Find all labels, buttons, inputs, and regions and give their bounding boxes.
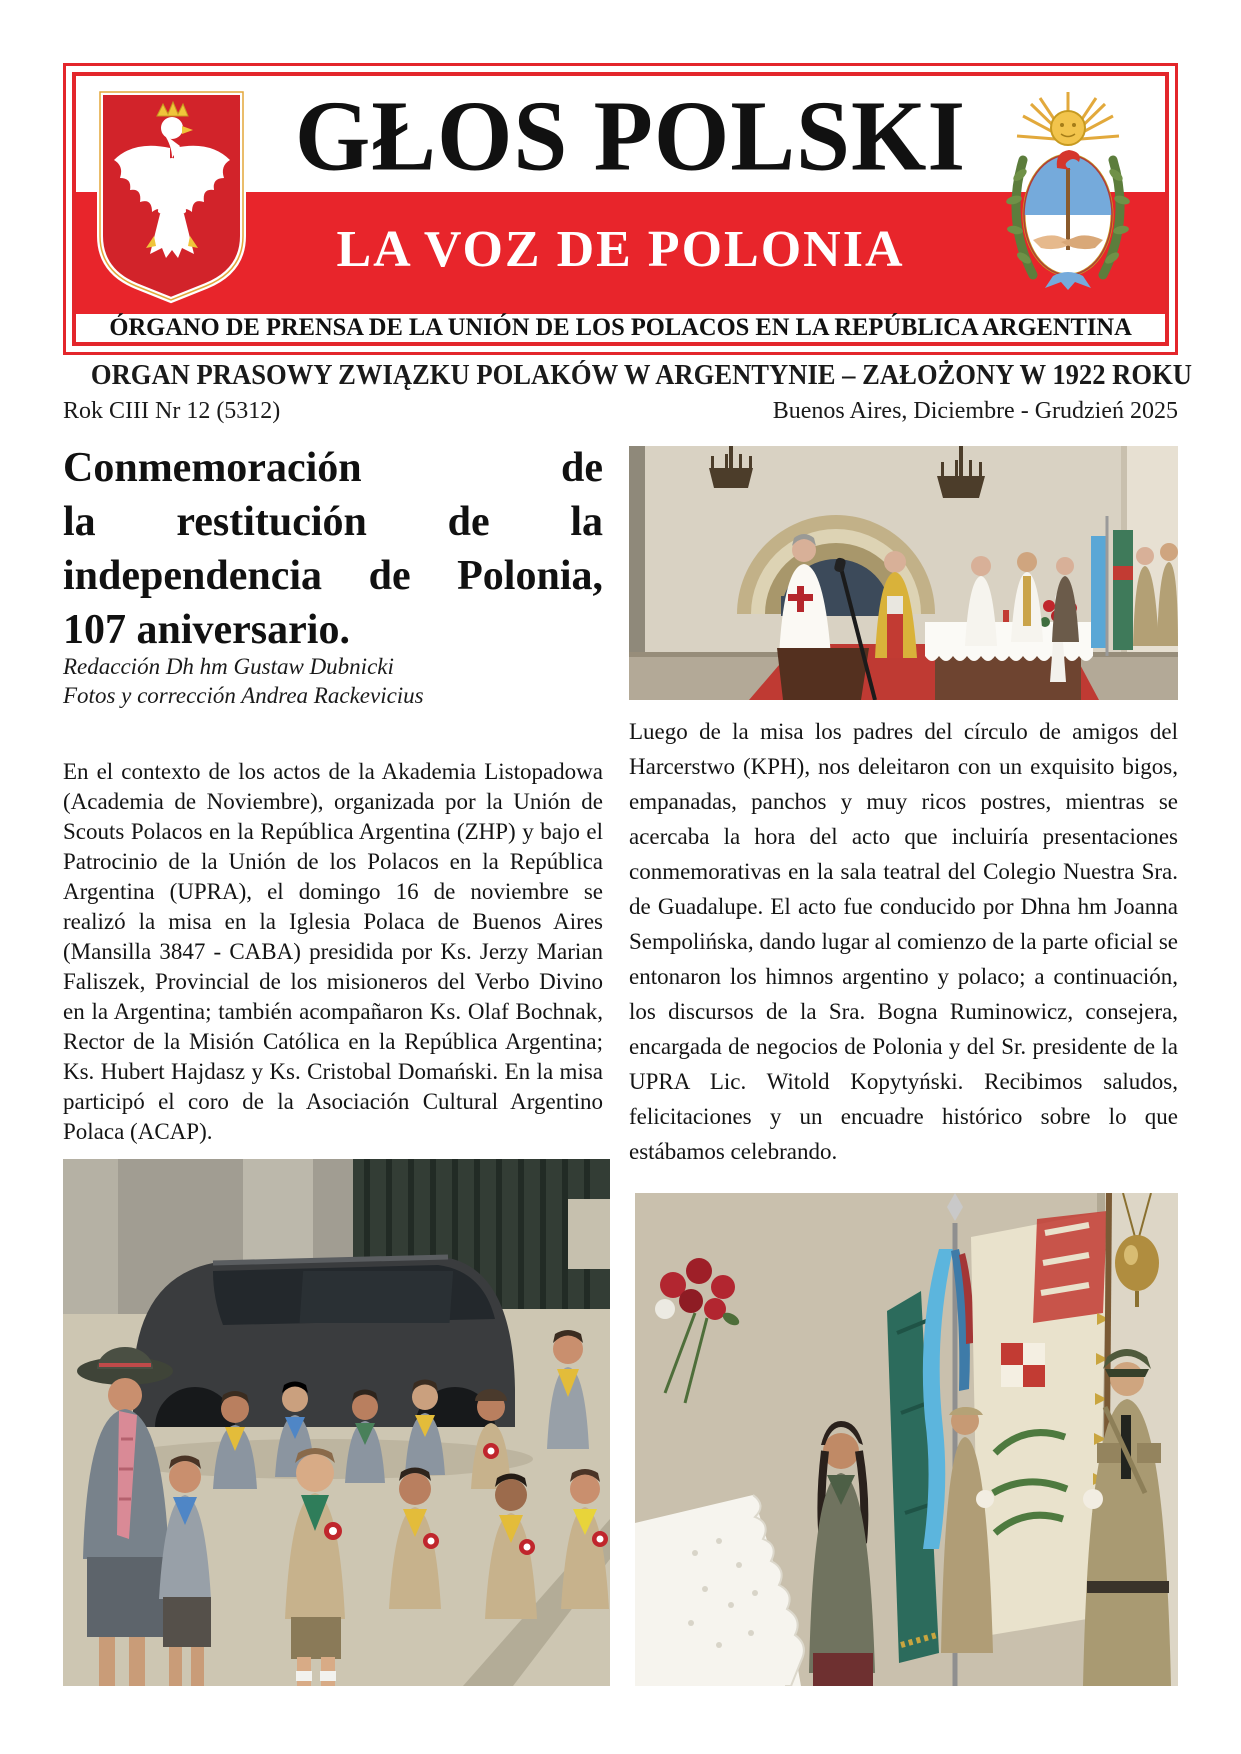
polish-eagle-emblem xyxy=(94,86,249,304)
byline-photos: Fotos y corrección Andrea Rackevicius xyxy=(63,683,424,708)
masthead-strap-band xyxy=(76,314,1165,342)
article-headline xyxy=(63,441,603,657)
right-column-paragraph: Luego de la misa los padres del círculo de amigos del Harcerstwo (KPH), nos deleitaron con un exquisito bigos, empanadas, panchos y muy ricos postres, mientras se acercaba la hora del acto que incluiría presentaciones conmemorativas en la sala teatral del Colegio Nuestra Sra. de Guadalupe. El acto fue conducido por Dhna hm Joanna Sempolińska, dando lugar al comienzo de la parte oficial se entonaron los himnos argentino y polaco; a continuación, los discursos de la Sra. Bogna Ruminowicz, consejera, encargada de negocios de Polonia y del Sr. presidente de la UPRA Lic. Witold Kopytyński. Recibimos saludos, felicitaciones y un encuadre histórico sobre lo que estábamos celebrando. xyxy=(629,719,1178,1164)
newspaper-subtitle: LA VOZ DE POLONIA xyxy=(336,220,905,278)
photo-church-mass xyxy=(629,446,1178,700)
masthead-frame xyxy=(72,72,1169,346)
photo-scout-group xyxy=(63,1159,610,1686)
issue-number: Rok CIII Nr 12 (5312) xyxy=(63,398,281,424)
newspaper-title: GŁOS POLSKI xyxy=(294,79,967,191)
suv-car xyxy=(133,1257,515,1427)
masthead-strapline: ÓRGANO DE PRENSA DE LA UNIÓN DE LOS POLACOS EN LA REPÚBLICA ARGENTINA xyxy=(109,314,1132,341)
argentina-coat-of-arms-emblem xyxy=(993,90,1143,300)
headline-line: 107 aniversario. xyxy=(63,607,350,653)
left-column-paragraph: En el contexto de los actos de la Akademia Listopadowa (Academia de Noviembre), organizada por la Unión de Scouts Polacos en la República Argentina (ZHP) y bajo el Patrocinio de la Unión de los Polacos en la República Argentina (UPRA), el domingo 16 de noviembre se realizó la misa en la Iglesia Polaca de Buenos Aires (Mansilla 3847 - CABA) presidida por Ks. Jerzy Marian Faliszek, Provincial de los misioneros del Verbo Divino en la Argentina; también acompañaron Ks. Olaf Bochnak, Rector de la Misión Católica en la República Argentina; Ks. Hubert Hajdasz y Ks. Cristobal Domański. En la misa participó el coro de la Asociación Cultural Argentino Polaca (ACAP). xyxy=(63,759,603,1144)
headline-line: Conmemoración de xyxy=(63,445,603,491)
headline-line: independencia de Polonia, xyxy=(63,553,603,599)
byline-editor: Redacción Dh hm Gustaw Dubnicki xyxy=(63,654,394,679)
organ-line: ORGAN PRASOWY ZWIĄZKU POLAKÓW W ARGENTYNIE – ZAŁOŻONY W 1922 ROKU xyxy=(90,360,1192,391)
photo-flag-ceremony xyxy=(635,1193,1178,1686)
sun-of-may xyxy=(1017,92,1119,145)
article-byline xyxy=(63,652,603,710)
headline-line: la restitución de la xyxy=(63,499,603,545)
masthead xyxy=(63,63,1178,355)
dateline: Buenos Aires, Diciembre - Grudzień 2025 xyxy=(772,398,1178,424)
